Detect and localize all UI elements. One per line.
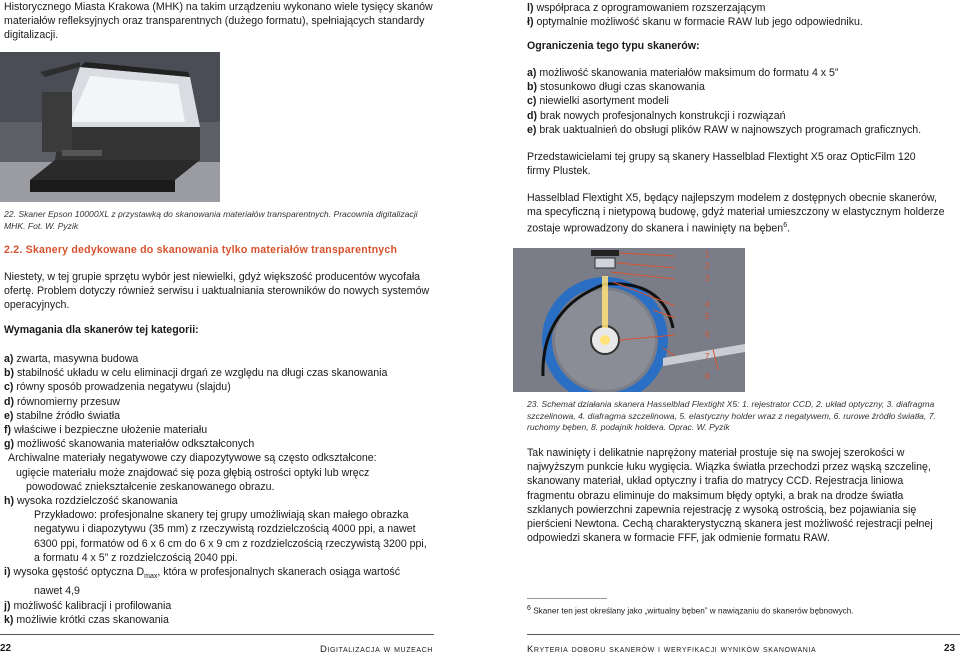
list-item: d) brak nowych profesjonalnych konstrukcji i rozwiązań xyxy=(527,109,786,122)
footnote: 6 Skaner ten jest określany jako „wirtualny bęben” w nawiązaniu do skanerów bębnowych. xyxy=(527,605,854,616)
limits-title: Ograniczenia tego typu skanerów: xyxy=(527,40,700,52)
list-item: b) stabilność układu w celu eliminacji drgań ze względu na długi czas skanowania xyxy=(4,367,388,380)
footer-rule-left xyxy=(0,634,434,635)
list-item: i) wysoka gęstość optyczna $D_{max}$, która w profesjonalnych skanerach osiąga wartość xyxy=(4,566,400,581)
list-item: b) stosunkowo długi czas skanowania xyxy=(527,81,705,94)
list-item-note: Archiwalne materiały negatywowe czy diapozytywowe są często odkształcone: xyxy=(8,452,377,465)
list-item: h) wysoka rozdzielczość skanowania xyxy=(4,495,178,508)
list-item: e) stabilne źródło światła xyxy=(4,409,121,422)
list-item: j) możliwość kalibracji i profilowania xyxy=(4,599,172,612)
list-item-note: powodować zniekształcenie zeskanowanego obrazu. xyxy=(26,480,275,493)
page-number-right: 23 xyxy=(944,643,956,654)
scanner-photo xyxy=(0,52,220,202)
list-item: d) równomierny przesuw xyxy=(4,395,120,408)
list-item: c) równy sposób prowadzenia negatywu (slajdu) xyxy=(4,381,231,394)
list-item-note: Przykładowo: profesjonalne skanery tej grupy umożliwiają skan małego obrazka xyxy=(34,509,409,522)
footnote-divider xyxy=(527,598,607,599)
diagram-label: 2 xyxy=(705,262,710,271)
footer-rule-right xyxy=(527,634,960,635)
final-paragraph: Tak nawinięty i delikatnie naprężony materiał prostuje się na swojej szerokości w najwyższym punkcie łuku wygięcia. Wiązka światła przechodzi przez wąską szczelinę, skanowany materiał, układ optyczny i trafia do matrycy CCD. Rejestracja liniowa fragmentu obrazu eliminuje do maksimum błędy optyki, a brak na drodze światła szklanych powierzchni zapewnia rejestrację z wysoką ostrością, bez pojawiania się pierścieni Newtona. Cechą charakterystyczną skanera jest możliwość rejestracji pełnej odpowiedzi skanera w formacie FFF, jak odmienie formatu RAW. xyxy=(527,447,933,545)
list-item-note: nawet 4,9 xyxy=(34,585,80,598)
diagram-label: 6 xyxy=(705,330,710,339)
footer-title-left: Digitalizacja w muzeach xyxy=(320,644,433,655)
hasselblad-paragraph: Hasselblad Flextight X5, będący najlepszym modelem z dostępnych obecnie skanerów, ma specyficzną i nietypową budowę, gdyż materiał umieszczony w elastycznym holderze zostaje wprowadzony do skanera i nawinięty na bęben$^6$. xyxy=(527,192,945,235)
list-item: a) zwarta, masywna budowa xyxy=(4,353,139,365)
page-number-left: 22 xyxy=(0,643,12,654)
list-item: l) współpraca z oprogramowaniem rozszerzającym xyxy=(527,2,766,14)
requirements-title: Wymagania dla skanerów tej kategorii: xyxy=(4,324,199,336)
list-item: e) brak uaktualnień do obsługi plików RAW w najnowszych programach graficznych. xyxy=(527,123,922,136)
section-paragraph: Niestety, w tej grupie sprzętu wybór jest niewielki, gdyż większość producentów wycofała ofertę. Problem dotyczy również serwisu i uaktualniania sterowników do nowych systemów operacyjnych. xyxy=(4,271,430,312)
limits-list xyxy=(527,66,957,137)
diagram-label: 3 xyxy=(705,274,710,283)
list-item-note: negatywu i diapozytywu (35 mm) z rzeczywistą rozdzielczością 4000 ppi, a nawet xyxy=(34,523,416,536)
list-item-note: 6300 ppi, formatów od 6 x 6 cm do 6 x 9 cm z rozdzielczością rzeczywistą 3200 ppi, xyxy=(34,537,427,550)
representatives-paragraph: Przedstawicielami tej grupy są skanery Hasselblad Flextight X5 oraz OpticFilm 120 firmy Plustek. xyxy=(527,151,916,178)
list-item-note: ugięcie materiału może znajdować się poza głębią ostrości optyki lub wręcz xyxy=(16,466,370,479)
diagram-label: 4 xyxy=(705,300,710,309)
list-item: k) możliwie krótki czas skanowania xyxy=(4,613,169,626)
photo-caption: 22. Skaner Epson 10000XL z przystawką do skanowania materiałów transparentnych. Pracownia digitalizacji MHK. Fot. W. Pyzik xyxy=(4,209,418,231)
diagram-label: 8 xyxy=(705,372,710,381)
intro-paragraph: Historycznego Miasta Krakowa (MHK) na takim urządzeniu wykonano wiele tysięcy skanów materiałów refleksyjnych oraz transparentnych (dużego formatu), spełniających standardy digitalizacji. xyxy=(4,1,433,42)
list-item: g) możliwość skanowania materiałów odkształconych xyxy=(4,438,255,451)
top-items-list xyxy=(527,1,957,29)
scanner-diagram xyxy=(513,248,745,392)
diagram-label: 7 xyxy=(705,352,710,361)
section-heading: 2.2. Skanery dedykowane do skanowania tylko materiałów transparentnych xyxy=(4,244,398,256)
diagram-caption: 23. Schemat działania skanera Hasselblad Flextight X5: 1. rejestrator CCD, 2. układ optyczny, 3. diafragma szczelinowa, 4. diafragma szczelinowa, 5. elastyczny holder wraz z negatywem, 6. rurowe źródło światła, 7. ruchomy bęben, 8. podajnik holdera. Oprac. W. Pyzik xyxy=(527,399,936,432)
requirements-list xyxy=(4,352,444,627)
list-item: a) możliwość skanowania materiałów maksimum do formatu 4 x 5” xyxy=(527,67,839,79)
list-item: f) właściwe i bezpieczne ułożenie materiału xyxy=(4,424,208,437)
diagram-label: 1 xyxy=(705,250,710,259)
list-item: c) niewielki asortyment modeli xyxy=(527,95,669,108)
footer-title-right: Kryteria doboru skanerów i weryfikacji wyników skanowania xyxy=(527,644,817,655)
diagram-label: 5 xyxy=(705,312,710,321)
list-item: ł) optymalnie możliwość skanu w formacie RAW lub jego odpowiedniku. xyxy=(527,16,863,29)
list-item-note: a formatu 4 x 5” z rozdzielczością 2040 ppi. xyxy=(34,551,238,564)
